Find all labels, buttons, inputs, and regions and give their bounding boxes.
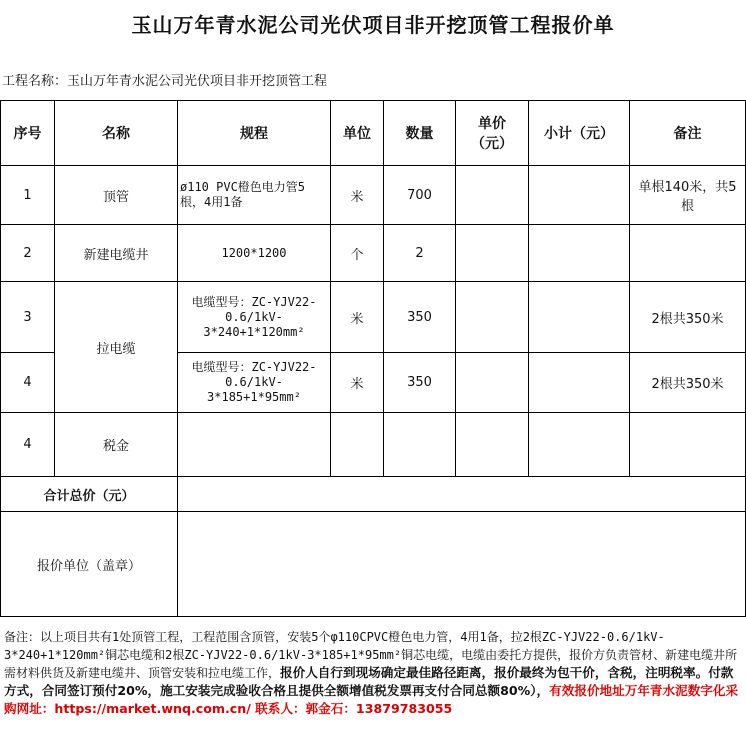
cell-unit: 米 [331,282,384,353]
spec-line: 电缆型号：ZC-YJV22- [191,294,317,309]
cell-subtotal [529,166,630,225]
header-row [1,101,746,166]
cell-name: 顶管 [55,166,178,225]
spec-line: 0.6/1kV- [225,309,283,324]
cell-price [456,166,529,225]
total-label: 合计总价（元） [1,477,178,512]
header-spec: 规程 [178,101,331,166]
cell-seq: 3 [1,282,55,353]
cell-price [456,225,529,282]
cell-price [456,282,529,353]
table-row [1,166,746,225]
cell-seq: 4 [1,413,55,477]
cell-subtotal [529,353,630,413]
sign-value [178,512,746,617]
project-name: 工程名称：玉山万年青水泥公司光伏项目非开挖顶管工程 [2,74,328,89]
cell-price [456,413,529,477]
cell-remark: 2根共350米 [630,282,746,353]
cell-seq: 1 [1,166,55,225]
cell-remark: 单根140米，共5根 [630,166,746,225]
sign-label: 报价单位（盖章） [1,512,178,617]
total-value [178,477,746,512]
note-text: 备注：以上项目共有1处顶管工程，工程范围含顶管，安装5个φ110CPVC橙色电力管，4用1备，拉2根ZC-YJV22-0.6/1kV-3*240+1*120mm²铜芯电缆和2根ZC-YJV22-0.6/1kV-3*185+1*95mm²铜芯电缆，电缆由委托方提供，报价方负责管材、新建电缆井所需材料供货及新建电缆井、顶管安装和拉电缆工作， [4,630,738,680]
cell-unit: 个 [331,225,384,282]
cell-seq: 4 [1,353,55,413]
cell-spec [178,282,331,353]
cell-qty [384,413,456,477]
remarks-note [4,628,744,718]
header-unit: 单位 [331,101,384,166]
sign-row [1,512,746,617]
header-remark: 备注 [630,101,746,166]
header-seq: 序号 [1,101,55,166]
cell-name: 拉电缆 [55,282,178,413]
table-row [1,413,746,477]
header-price-line2: （元） [471,136,513,152]
cell-qty: 2 [384,225,456,282]
cell-subtotal [529,282,630,353]
cell-subtotal [529,225,630,282]
cell-spec [178,413,331,477]
cell-spec: ø110 PVC橙色电力管5根，4用1备 [178,166,331,225]
spec-line: 3*185+1*95mm² [207,390,301,404]
note-emphasis: 报价人自行到现场确定最佳路径距离，报价最终为包干价，含税，注明税率。付款方式，合同签订预付20%，施工安装完成验收合格且提供全额增值税发票再支付合同总额80%）， [4,665,734,698]
cell-remark [630,413,746,477]
header-subtotal: 小计（元） [529,101,630,166]
spec-line: 3*240+1*120mm² [203,324,305,339]
cell-spec [178,353,331,413]
cell-seq: 2 [1,225,55,282]
cell-unit [331,413,384,477]
cell-spec: 1200*1200 [178,225,331,282]
spec-line: 0.6/1kV- [225,375,283,389]
quote-title: 玉山万年青水泥公司光伏项目非开挖顶管工程报价单 [131,13,615,37]
cell-price [456,353,529,413]
cell-qty: 350 [384,282,456,353]
cell-name: 税金 [55,413,178,477]
cell-unit: 米 [331,166,384,225]
cell-qty: 700 [384,166,456,225]
total-row [1,477,746,512]
header-name: 名称 [55,101,178,166]
cell-name: 新建电缆井 [55,225,178,282]
cell-unit: 米 [331,353,384,413]
cell-subtotal [529,413,630,477]
cell-qty: 350 [384,353,456,413]
quote-table [0,100,746,617]
cell-remark [630,225,746,282]
header-price [456,101,529,166]
header-qty: 数量 [384,101,456,166]
table-row [1,282,746,353]
header-price-line1: 单价 [478,116,506,132]
contact-info[interactable]: 有效报价地址万年青水泥数字化采购网址：https://market.wnq.com.cn/ 联系人：郭金石：13879783055 [4,683,739,716]
table-row [1,225,746,282]
spec-line: 电缆型号：ZC-YJV22- [191,360,317,374]
cell-remark: 2根共350米 [630,353,746,413]
